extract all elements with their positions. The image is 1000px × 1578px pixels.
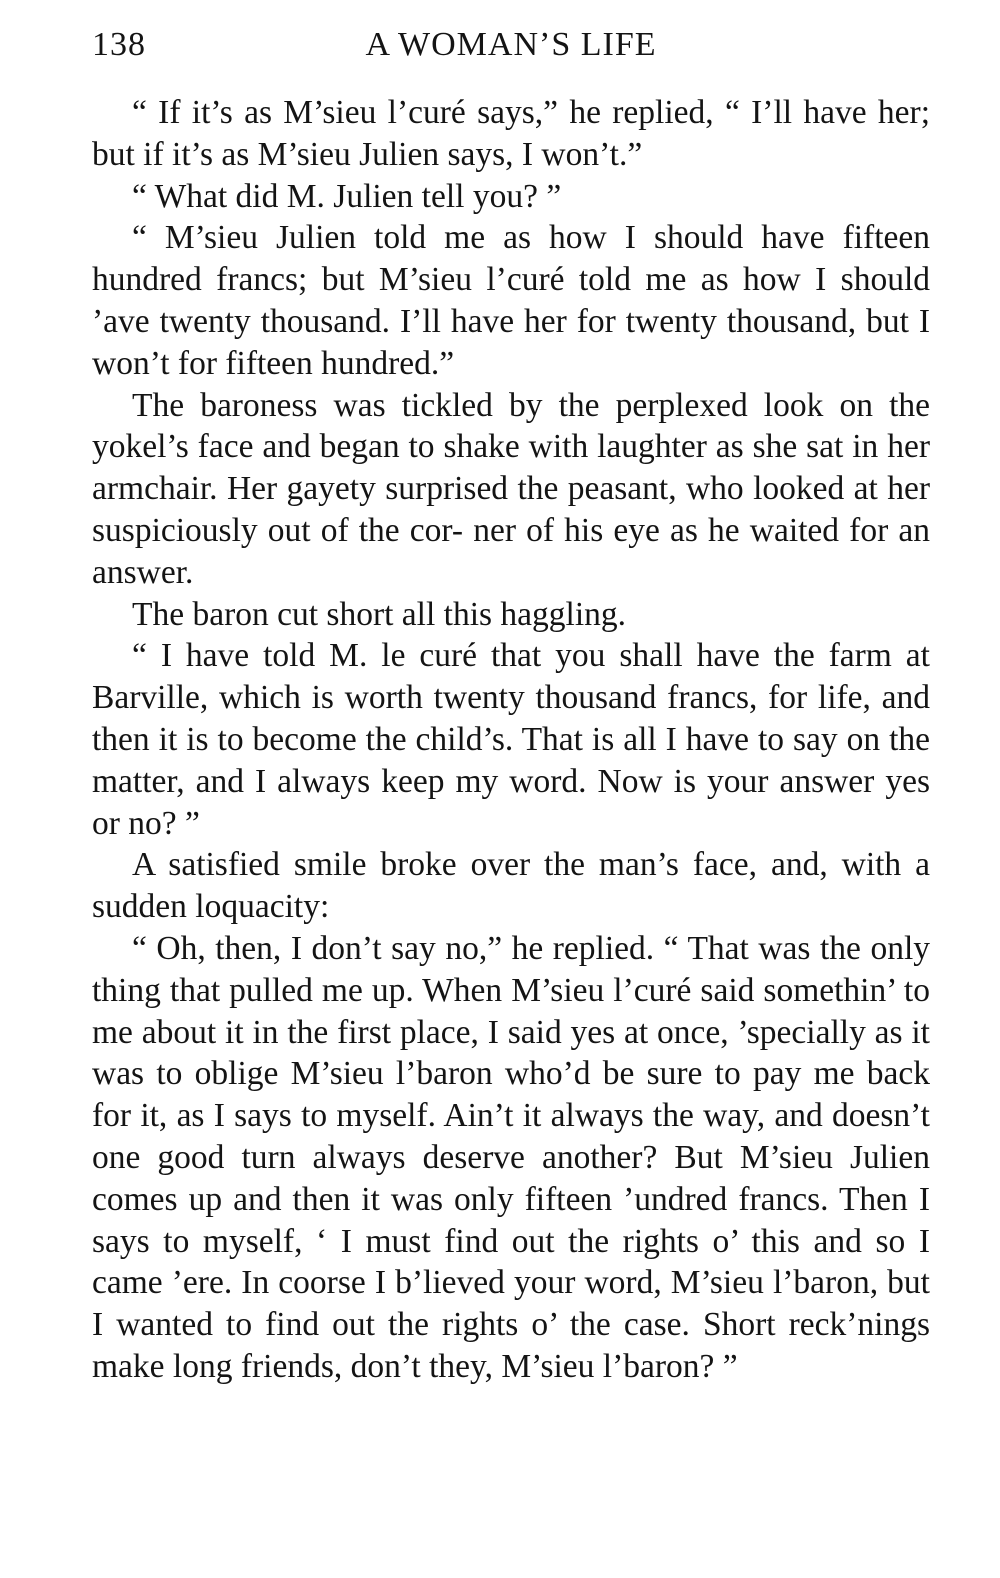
- paragraph: A satisfied smile broke over the man’s face, and, with a sudden loquacity:: [92, 846, 930, 926]
- text-block: [92, 92, 930, 1388]
- page-number: 138: [92, 26, 146, 63]
- paragraph: The baron cut short all this haggling.: [132, 595, 627, 633]
- paragraph: The baroness was tickled by the perplexed look on the yokel’s face and began to shake with laughter as she sat in her armchair. Her gayety surprised the peasant, who looked at her suspiciously out of the cor- ner of his eye as he waited for an answer.: [92, 386, 930, 591]
- paragraph: “ M’sieu Julien told me as how I should have fifteen hundred francs; but M’sieu l’curé told me as how I should ’ave twenty thousand. I’ll have her for twenty thousand, but I won’t for fifteen hundred.”: [92, 219, 930, 382]
- paragraph: “ If it’s as M’sieu l’curé says,” he replied, “ I’ll have her; but if it’s as M’sieu Julien says, I won’t.”: [92, 94, 930, 173]
- page-header-title: A WOMAN’S LIFE: [365, 26, 657, 63]
- paragraph: “ I have told M. le curé that you shall have the farm at Barville, which is worth twenty thousand francs, for life, and then it is to become the child’s. That is all I have to say on the matter, and I always keep my word. Now is your answer yes or no? ”: [92, 637, 930, 842]
- paragraph: “ Oh, then, I don’t say no,” he replied. “ That was the only thing that pulled me up. When M’sieu l’curé said somethin’ to me about it in the first place, I said yes at once, ’specially as it was to oblige M’sieu l’baron who’d be sure to pay me back for it, as I says to myself. Ain’t it always the way, and doesn’t one good turn always deserve another? But M’sieu Julien comes up and then it was only fifteen ’undred francs. Then I says to myself, ‘ I must find out the rights o’ this and so I came ’ere. In coorse I b’lieved your word, M’sieu l’baron, but I wanted to find out the rights o’ the case. Short reck’nings make long friends, don’t they, M’sieu l’baron? ”: [92, 929, 930, 1385]
- paragraph: “ What did M. Julien tell you? ”: [132, 177, 562, 215]
- running-head: [92, 22, 930, 68]
